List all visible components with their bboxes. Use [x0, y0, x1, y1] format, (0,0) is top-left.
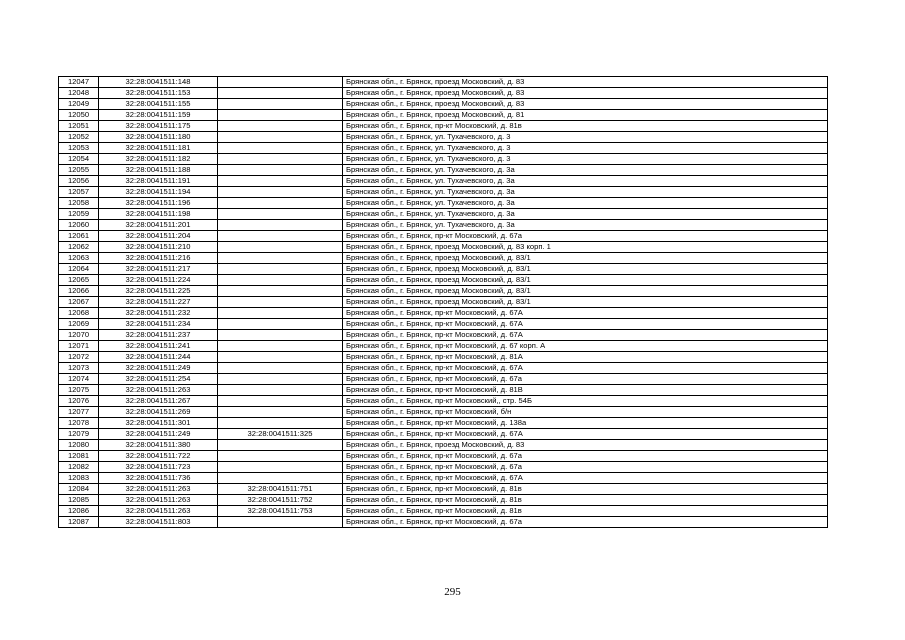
- row-number-cell: 12083: [59, 473, 99, 484]
- row-number-cell: 12087: [59, 517, 99, 528]
- row-number-cell: 12069: [59, 319, 99, 330]
- table-row: [59, 264, 828, 275]
- address-cell: Брянская обл., г. Брянск, ул. Тухачевского, д. 3а: [343, 187, 828, 198]
- address-cell: Брянская обл., г. Брянск, пр-кт Московский, д. 67 корп. А: [343, 341, 828, 352]
- address-cell: Брянская обл., г. Брянск, пр-кт Московский, д. 81в: [343, 121, 828, 132]
- table-row: [59, 396, 828, 407]
- linked-cadastral-number-cell: 32:28:0041511:325: [218, 429, 343, 440]
- address-cell: Брянская обл., г. Брянск, ул. Тухачевского, д. 3: [343, 132, 828, 143]
- address-cell: Брянская обл., г. Брянск, пр-кт Московский, д. 81в: [343, 506, 828, 517]
- address-cell: Брянская обл., г. Брянск, пр-кт Московский, д. 67а: [343, 231, 828, 242]
- row-number-cell: 12079: [59, 429, 99, 440]
- linked-cadastral-number-cell: [218, 352, 343, 363]
- table-row: [59, 187, 828, 198]
- address-cell: Брянская обл., г. Брянск, пр-кт Московский, д. 138а: [343, 418, 828, 429]
- cadastral-number-cell: 32:28:0041511:188: [99, 165, 218, 176]
- cadastral-number-cell: 32:28:0041511:736: [99, 473, 218, 484]
- address-cell: Брянская обл., г. Брянск, пр-кт Московский,, стр. 54Б: [343, 396, 828, 407]
- cadastral-number-cell: 32:28:0041511:803: [99, 517, 218, 528]
- address-cell: Брянская обл., г. Брянск, пр-кт Московский, д. 67А: [343, 330, 828, 341]
- cadastral-number-cell: 32:28:0041511:263: [99, 495, 218, 506]
- linked-cadastral-number-cell: [218, 198, 343, 209]
- linked-cadastral-number-cell: [218, 407, 343, 418]
- address-cell: Брянская обл., г. Брянск, пр-кт Московский, д. 67А: [343, 363, 828, 374]
- linked-cadastral-number-cell: [218, 385, 343, 396]
- address-cell: Брянская обл., г. Брянск, пр-кт Московский, д. 81А: [343, 352, 828, 363]
- address-cell: Брянская обл., г. Брянск, проезд Московский, д. 83/1: [343, 264, 828, 275]
- table-row: [59, 429, 828, 440]
- table-row: [59, 297, 828, 308]
- row-number-cell: 12064: [59, 264, 99, 275]
- linked-cadastral-number-cell: [218, 110, 343, 121]
- row-number-cell: 12055: [59, 165, 99, 176]
- row-number-cell: 12065: [59, 275, 99, 286]
- linked-cadastral-number-cell: [218, 253, 343, 264]
- linked-cadastral-number-cell: 32:28:0041511:753: [218, 506, 343, 517]
- cadastral-number-cell: 32:28:0041511:249: [99, 363, 218, 374]
- table-row: [59, 517, 828, 528]
- table-row: [59, 484, 828, 495]
- linked-cadastral-number-cell: [218, 187, 343, 198]
- row-number-cell: 12077: [59, 407, 99, 418]
- address-cell: Брянская обл., г. Брянск, пр-кт Московский, д. 81В: [343, 385, 828, 396]
- address-cell: Брянская обл., г. Брянск, ул. Тухачевского, д. 3а: [343, 209, 828, 220]
- table-row: [59, 242, 828, 253]
- table-row: [59, 440, 828, 451]
- row-number-cell: 12070: [59, 330, 99, 341]
- linked-cadastral-number-cell: [218, 451, 343, 462]
- linked-cadastral-number-cell: [218, 132, 343, 143]
- address-cell: Брянская обл., г. Брянск, ул. Тухачевского, д. 3: [343, 154, 828, 165]
- linked-cadastral-number-cell: [218, 374, 343, 385]
- row-number-cell: 12051: [59, 121, 99, 132]
- cadastral-number-cell: 32:28:0041511:159: [99, 110, 218, 121]
- cadastral-number-cell: 32:28:0041511:191: [99, 176, 218, 187]
- linked-cadastral-number-cell: [218, 242, 343, 253]
- row-number-cell: 12062: [59, 242, 99, 253]
- cadastral-number-cell: 32:28:0041511:249: [99, 429, 218, 440]
- cadastral-number-cell: 32:28:0041511:232: [99, 308, 218, 319]
- row-number-cell: 12059: [59, 209, 99, 220]
- linked-cadastral-number-cell: [218, 440, 343, 451]
- row-number-cell: 12048: [59, 88, 99, 99]
- cadastral-number-cell: 32:28:0041511:263: [99, 484, 218, 495]
- row-number-cell: 12085: [59, 495, 99, 506]
- address-cell: Брянская обл., г. Брянск, пр-кт Московский, д. 67А: [343, 308, 828, 319]
- cadastral-number-cell: 32:28:0041511:180: [99, 132, 218, 143]
- table-row: [59, 506, 828, 517]
- cadastral-number-cell: 32:28:0041511:263: [99, 385, 218, 396]
- cadastral-number-cell: 32:28:0041511:301: [99, 418, 218, 429]
- table-row: [59, 77, 828, 88]
- table-row: [59, 363, 828, 374]
- row-number-cell: 12082: [59, 462, 99, 473]
- cadastral-number-cell: 32:28:0041511:225: [99, 286, 218, 297]
- row-number-cell: 12054: [59, 154, 99, 165]
- row-number-cell: 12076: [59, 396, 99, 407]
- table-row: [59, 198, 828, 209]
- linked-cadastral-number-cell: [218, 99, 343, 110]
- table-row: [59, 143, 828, 154]
- linked-cadastral-number-cell: [218, 231, 343, 242]
- cadastral-number-cell: 32:28:0041511:263: [99, 506, 218, 517]
- table-row: [59, 473, 828, 484]
- cadastral-number-cell: 32:28:0041511:723: [99, 462, 218, 473]
- linked-cadastral-number-cell: [218, 396, 343, 407]
- linked-cadastral-number-cell: [218, 275, 343, 286]
- cadastral-number-cell: 32:28:0041511:204: [99, 231, 218, 242]
- table-row: [59, 220, 828, 231]
- cadastral-number-cell: 32:28:0041511:234: [99, 319, 218, 330]
- linked-cadastral-number-cell: [218, 341, 343, 352]
- linked-cadastral-number-cell: [218, 308, 343, 319]
- row-number-cell: 12050: [59, 110, 99, 121]
- address-cell: Брянская обл., г. Брянск, ул. Тухачевского, д. 3а: [343, 220, 828, 231]
- address-cell: Брянская обл., г. Брянск, пр-кт Московский, б/н: [343, 407, 828, 418]
- table-row: [59, 275, 828, 286]
- address-cell: Брянская обл., г. Брянск, проезд Московский, д. 83: [343, 99, 828, 110]
- address-cell: Брянская обл., г. Брянск, проезд Московский, д. 83/1: [343, 275, 828, 286]
- row-number-cell: 12057: [59, 187, 99, 198]
- table-row: [59, 286, 828, 297]
- row-number-cell: 12052: [59, 132, 99, 143]
- cadastral-number-cell: 32:28:0041511:241: [99, 341, 218, 352]
- linked-cadastral-number-cell: [218, 77, 343, 88]
- cadastral-number-cell: 32:28:0041511:196: [99, 198, 218, 209]
- linked-cadastral-number-cell: [218, 286, 343, 297]
- row-number-cell: 12060: [59, 220, 99, 231]
- cadastral-number-cell: 32:28:0041511:182: [99, 154, 218, 165]
- table-row: [59, 407, 828, 418]
- linked-cadastral-number-cell: [218, 165, 343, 176]
- table-row: [59, 418, 828, 429]
- linked-cadastral-number-cell: [218, 319, 343, 330]
- linked-cadastral-number-cell: [218, 363, 343, 374]
- row-number-cell: 12071: [59, 341, 99, 352]
- table-row: [59, 330, 828, 341]
- row-number-cell: 12058: [59, 198, 99, 209]
- linked-cadastral-number-cell: [218, 418, 343, 429]
- address-cell: Брянская обл., г. Брянск, ул. Тухачевского, д. 3а: [343, 176, 828, 187]
- address-cell: Брянская обл., г. Брянск, пр-кт Московский, д. 67А: [343, 429, 828, 440]
- table-row: [59, 451, 828, 462]
- address-cell: Брянская обл., г. Брянск, проезд Московский, д. 83: [343, 440, 828, 451]
- address-cell: Брянская обл., г. Брянск, пр-кт Московский, д. 67а: [343, 462, 828, 473]
- address-cell: Брянская обл., г. Брянск, ул. Тухачевского, д. 3а: [343, 165, 828, 176]
- row-number-cell: 12061: [59, 231, 99, 242]
- row-number-cell: 12049: [59, 99, 99, 110]
- row-number-cell: 12067: [59, 297, 99, 308]
- cadastral-number-cell: 32:28:0041511:148: [99, 77, 218, 88]
- address-cell: Брянская обл., г. Брянск, пр-кт Московский, д. 67а: [343, 374, 828, 385]
- cadastral-number-cell: 32:28:0041511:254: [99, 374, 218, 385]
- row-number-cell: 12063: [59, 253, 99, 264]
- table-row: [59, 99, 828, 110]
- address-cell: Брянская обл., г. Брянск, проезд Московский, д. 83/1: [343, 253, 828, 264]
- address-cell: Брянская обл., г. Брянск, пр-кт Московский, д. 67а: [343, 451, 828, 462]
- table-row: [59, 319, 828, 330]
- table-row: [59, 374, 828, 385]
- cadastral-number-cell: 32:28:0041511:224: [99, 275, 218, 286]
- linked-cadastral-number-cell: [218, 143, 343, 154]
- cadastral-number-cell: 32:28:0041511:153: [99, 88, 218, 99]
- table-row: [59, 121, 828, 132]
- linked-cadastral-number-cell: [218, 473, 343, 484]
- address-cell: Брянская обл., г. Брянск, проезд Московский, д. 83 корп. 1: [343, 242, 828, 253]
- row-number-cell: 12086: [59, 506, 99, 517]
- linked-cadastral-number-cell: [218, 462, 343, 473]
- address-cell: Брянская обл., г. Брянск, проезд Московский, д. 83/1: [343, 286, 828, 297]
- cadastral-number-cell: 32:28:0041511:216: [99, 253, 218, 264]
- table-row: [59, 165, 828, 176]
- table-row: [59, 352, 828, 363]
- page-number: 295: [444, 586, 461, 598]
- row-number-cell: 12053: [59, 143, 99, 154]
- row-number-cell: 12056: [59, 176, 99, 187]
- table-row: [59, 495, 828, 506]
- cadastral-number-cell: 32:28:0041511:210: [99, 242, 218, 253]
- table-row: [59, 132, 828, 143]
- address-cell: Брянская обл., г. Брянск, проезд Московский, д. 81: [343, 110, 828, 121]
- cadastral-number-cell: 32:28:0041511:194: [99, 187, 218, 198]
- records-table: [58, 76, 828, 528]
- table-row: [59, 176, 828, 187]
- cadastral-number-cell: 32:28:0041511:722: [99, 451, 218, 462]
- table-row: [59, 308, 828, 319]
- cadastral-number-cell: 32:28:0041511:227: [99, 297, 218, 308]
- cadastral-number-cell: 32:28:0041511:267: [99, 396, 218, 407]
- linked-cadastral-number-cell: 32:28:0041511:751: [218, 484, 343, 495]
- cadastral-number-cell: 32:28:0041511:269: [99, 407, 218, 418]
- cadastral-number-cell: 32:28:0041511:175: [99, 121, 218, 132]
- address-cell: Брянская обл., г. Брянск, пр-кт Московский, д. 67А: [343, 319, 828, 330]
- address-cell: Брянская обл., г. Брянск, проезд Московский, д. 83: [343, 77, 828, 88]
- address-cell: Брянская обл., г. Брянск, пр-кт Московский, д. 81в: [343, 484, 828, 495]
- linked-cadastral-number-cell: [218, 209, 343, 220]
- table-row: [59, 154, 828, 165]
- linked-cadastral-number-cell: [218, 154, 343, 165]
- table-row: [59, 231, 828, 242]
- table-row: [59, 253, 828, 264]
- table-row: [59, 209, 828, 220]
- cadastral-number-cell: 32:28:0041511:155: [99, 99, 218, 110]
- table-row: [59, 110, 828, 121]
- linked-cadastral-number-cell: [218, 176, 343, 187]
- row-number-cell: 12078: [59, 418, 99, 429]
- address-cell: Брянская обл., г. Брянск, ул. Тухачевского, д. 3: [343, 143, 828, 154]
- linked-cadastral-number-cell: [218, 297, 343, 308]
- row-number-cell: 12074: [59, 374, 99, 385]
- linked-cadastral-number-cell: [218, 88, 343, 99]
- row-number-cell: 12066: [59, 286, 99, 297]
- table-row: [59, 88, 828, 99]
- cadastral-number-cell: 32:28:0041511:201: [99, 220, 218, 231]
- cadastral-number-cell: 32:28:0041511:237: [99, 330, 218, 341]
- cadastral-number-cell: 32:28:0041511:244: [99, 352, 218, 363]
- linked-cadastral-number-cell: [218, 264, 343, 275]
- cadastral-number-cell: 32:28:0041511:217: [99, 264, 218, 275]
- address-cell: Брянская обл., г. Брянск, пр-кт Московский, д. 81в: [343, 495, 828, 506]
- cadastral-number-cell: 32:28:0041511:380: [99, 440, 218, 451]
- row-number-cell: 12084: [59, 484, 99, 495]
- linked-cadastral-number-cell: [218, 330, 343, 341]
- table-row: [59, 341, 828, 352]
- table-row: [59, 462, 828, 473]
- linked-cadastral-number-cell: [218, 220, 343, 231]
- address-cell: Брянская обл., г. Брянск, пр-кт Московский, д. 67а: [343, 517, 828, 528]
- row-number-cell: 12081: [59, 451, 99, 462]
- address-cell: Брянская обл., г. Брянск, проезд Московский, д. 83: [343, 88, 828, 99]
- row-number-cell: 12047: [59, 77, 99, 88]
- linked-cadastral-number-cell: [218, 517, 343, 528]
- records-table-body: [59, 77, 828, 528]
- row-number-cell: 12073: [59, 363, 99, 374]
- row-number-cell: 12068: [59, 308, 99, 319]
- table-row: [59, 385, 828, 396]
- address-cell: Брянская обл., г. Брянск, проезд Московский, д. 83/1: [343, 297, 828, 308]
- linked-cadastral-number-cell: 32:28:0041511:752: [218, 495, 343, 506]
- address-cell: Брянская обл., г. Брянск, пр-кт Московский, д. 67А: [343, 473, 828, 484]
- cadastral-number-cell: 32:28:0041511:198: [99, 209, 218, 220]
- linked-cadastral-number-cell: [218, 121, 343, 132]
- row-number-cell: 12075: [59, 385, 99, 396]
- cadastral-number-cell: 32:28:0041511:181: [99, 143, 218, 154]
- row-number-cell: 12072: [59, 352, 99, 363]
- address-cell: Брянская обл., г. Брянск, ул. Тухачевского, д. 3а: [343, 198, 828, 209]
- row-number-cell: 12080: [59, 440, 99, 451]
